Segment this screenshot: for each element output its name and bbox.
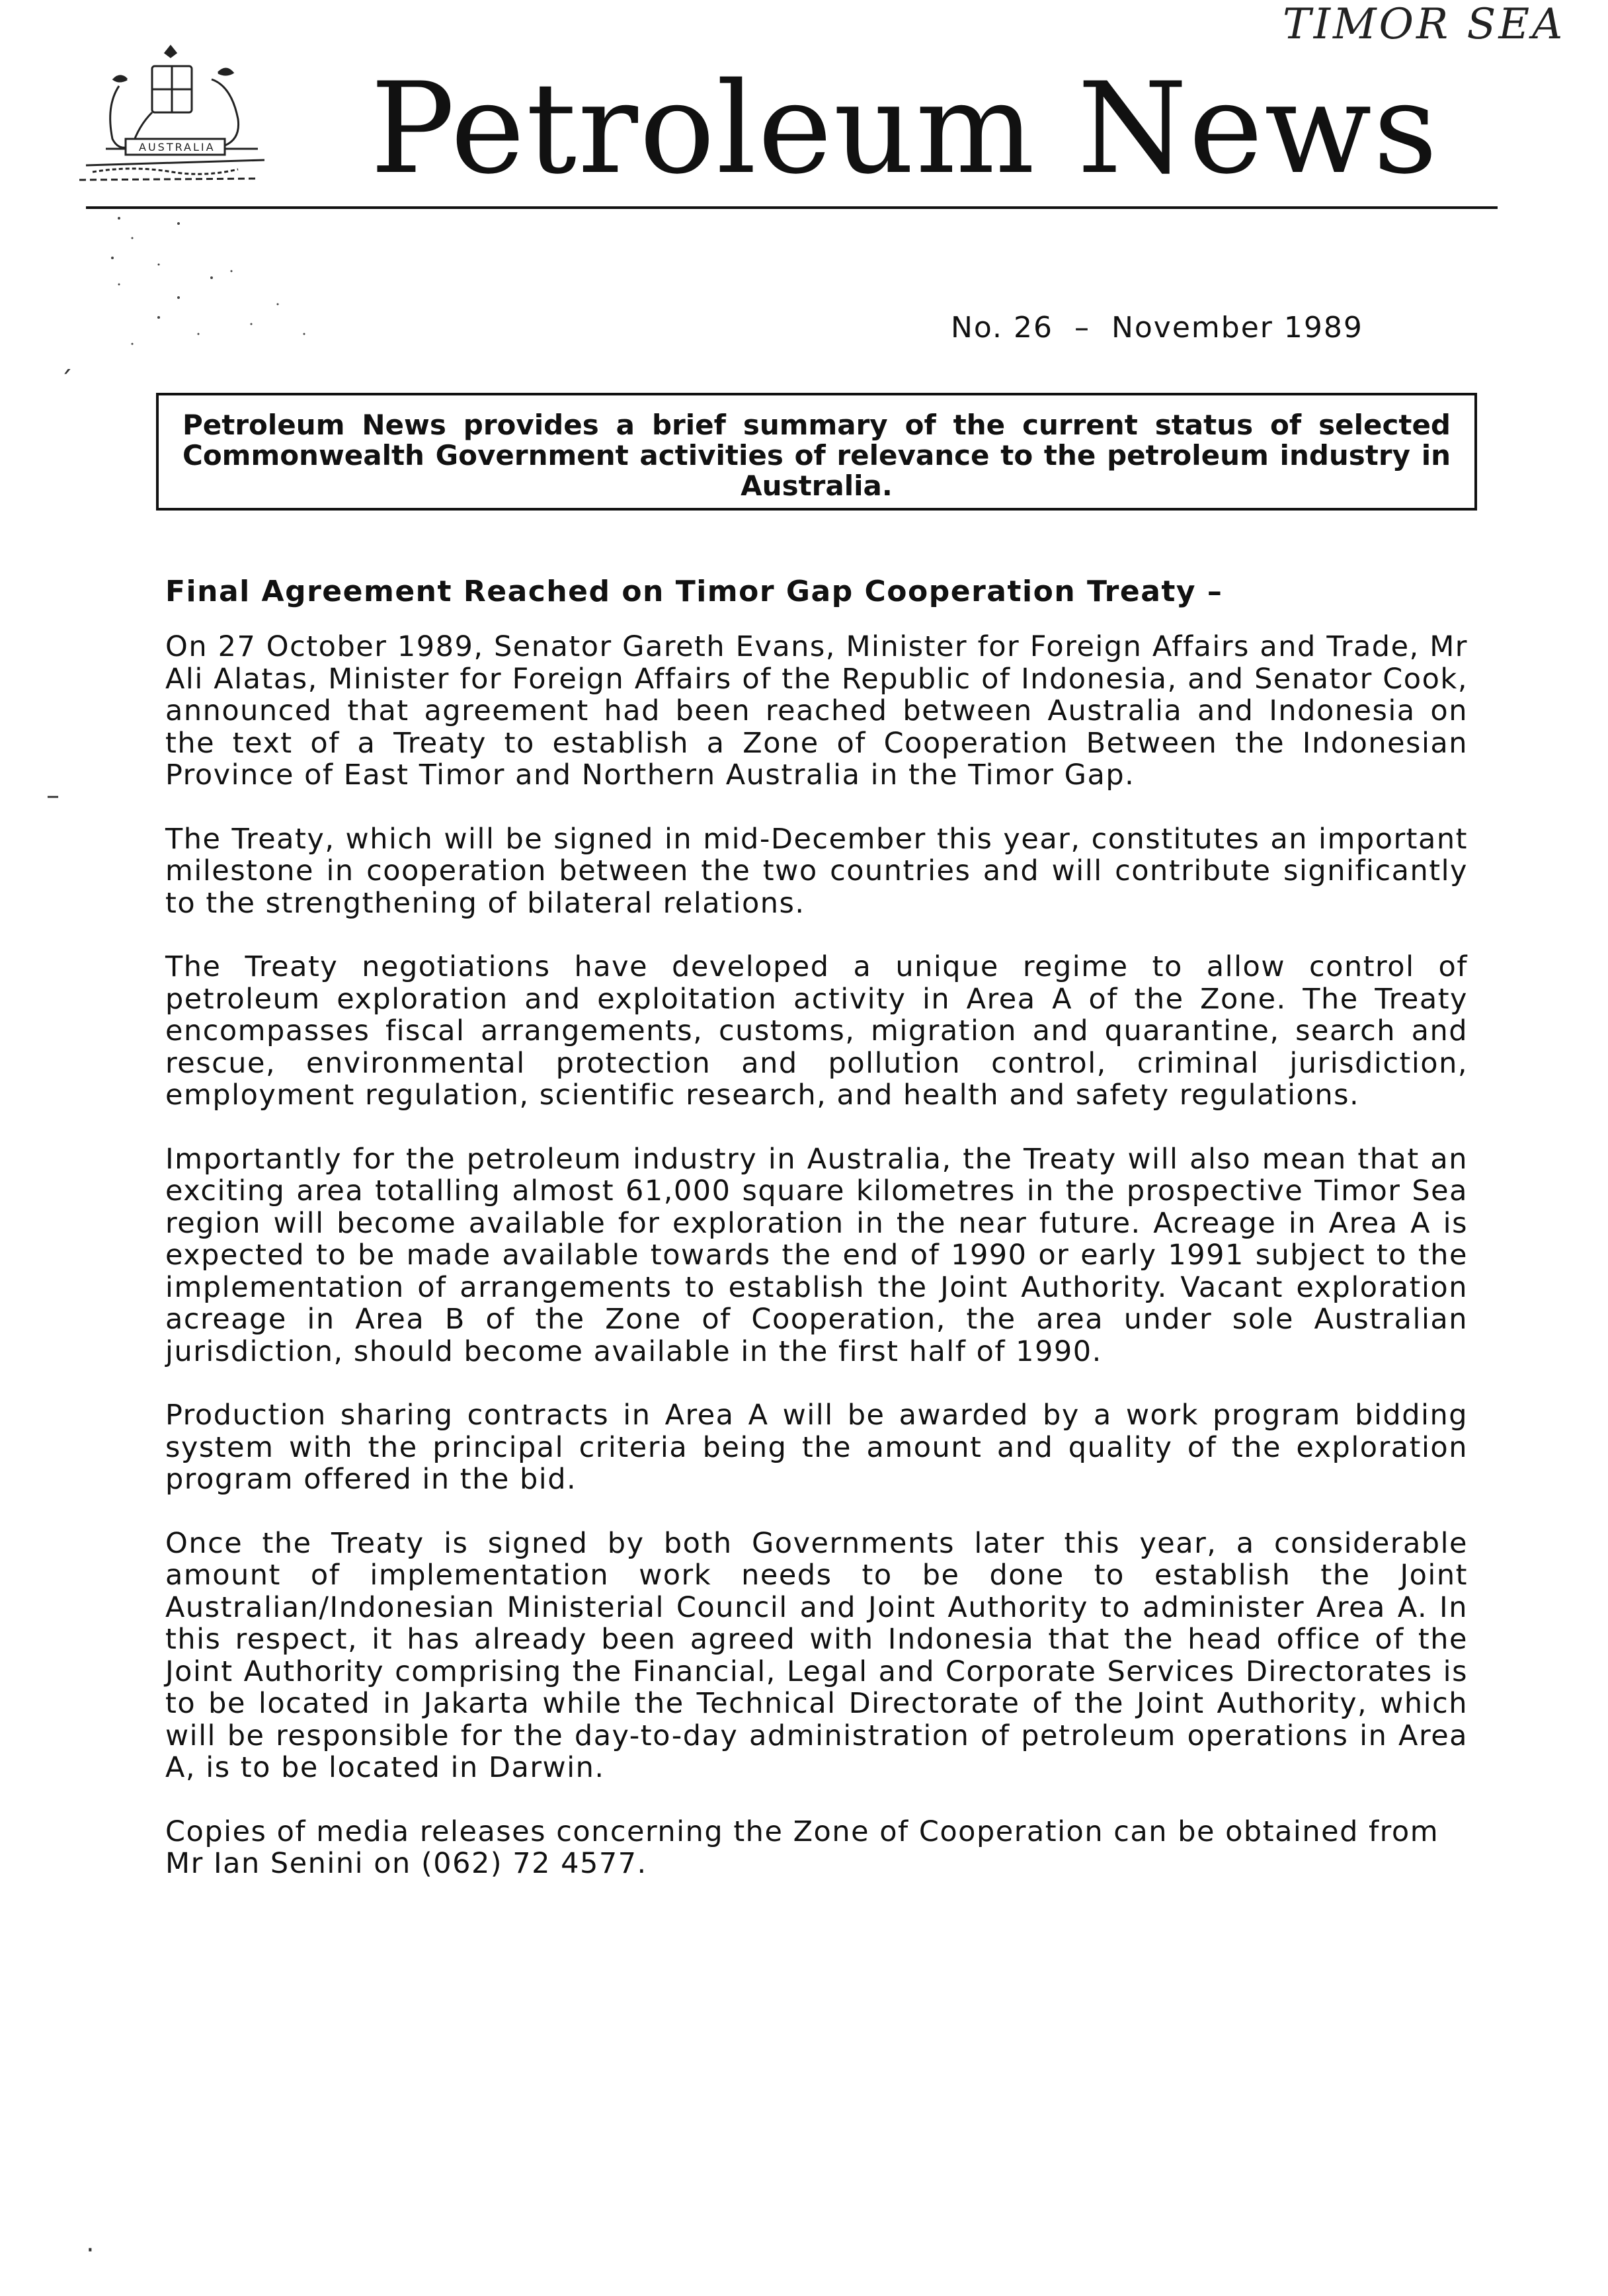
margin-mark: ˏ [60, 344, 73, 374]
summary-box: Petroleum News provides a brief summary of the current status of selected Commonwealth Government activities of relevance to the petroleum industry in Australia. [156, 393, 1477, 511]
article-paragraph: Once the Treaty is signed by both Governments later this year, a considerable amount of implementation work needs to be done to establish the Joint Australian/Indonesian Ministerial Council and Joint Authority to administer Area A. In this respect, it has already been agreed with Indonesia that the head office of the Joint Authority comprising the Financial, Legal and Corporate Services Directorates is to be located in Jakarta while the Technical Directorate of the Joint Authority, which will be responsible for the day-to-day administration of petroleum operations in Area A, is to be located in Darwin. [165, 1526, 1468, 1784]
coat-of-arms-logo [79, 40, 278, 192]
article-paragraph: On 27 October 1989, Senator Gareth Evans, Minister for Foreign Affairs and Trade, Mr Ali Alatas, Minister for Foreign Affairs of the Republic of Indonesia, and Senator Cook, announced that agreement had been reached between Australia and Indonesia on the text of a Treaty to establish a Zone of Cooperation Between the Indonesian Province of East Timor and Northern Australia in the Timor Gap. [165, 630, 1468, 792]
article-paragraph: Copies of media releases concerning the Zone of Cooperation can be obtained from Mr Ian Senini on (062) 72 4577. [165, 1815, 1439, 1880]
article-paragraph: The Treaty negotiations have developed a unique regime to allow control of petroleum exploration and exploitation activity in Area A of the Zone. The Treaty encompasses fiscal arrangements, customs, migration and quarantine, search and rescue, environmental protection and pollution control, criminal jurisdiction, employment regulation, scientific research, and health and safety regulations. [165, 950, 1468, 1112]
svg-text:AUSTRALIA: AUSTRALIA [139, 141, 216, 153]
masthead-title: Petroleum News [370, 56, 1439, 202]
article-paragraph: The Treaty, which will be signed in mid-December this year, constitutes an important milestone in cooperation between the two countries and will contribute significantly to the strengthening of bilateral relations. [165, 822, 1468, 920]
handwritten-note: TIMOR SEA [1283, 0, 1566, 49]
scan-specks [79, 212, 476, 370]
masthead-rule [86, 206, 1498, 209]
margin-mark: · [86, 2235, 95, 2266]
margin-mark: – [46, 780, 60, 811]
issue-number-date: No. 26 – November 1989 [951, 311, 1363, 345]
article-headline: Final Agreement Reached on Timor Gap Cooperation Treaty – [165, 575, 1223, 608]
article [165, 575, 1468, 1912]
article-paragraph: Production sharing contracts in Area A will be awarded by a work program bidding system with the principal criteria being the amount and quality of the exploration program offered in the bid. [165, 1399, 1468, 1496]
article-paragraph: Importantly for the petroleum industry in Australia, the Treaty will also mean that an exciting area totalling almost 61,000 square kilometres in the prospective Timor Sea region will become available for exploration in the near future. Acreage in Area A is expected to be made available towards the end of 1990 or early 1991 subject to the implementation of arrangements to establish the Joint Authority. Vacant exploration acreage in Area B of the Zone of Cooperation, the area under sole Australian jurisdiction, should become available in the first half of 1990. [165, 1142, 1468, 1368]
